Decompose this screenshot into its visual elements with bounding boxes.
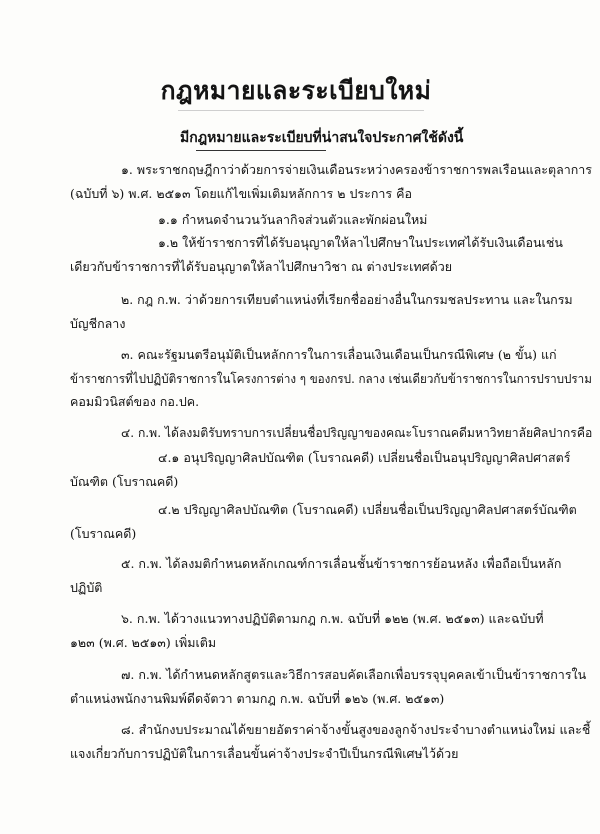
text-line: ๔.๒ ปริญญาศิลปบัณฑิต (โบราณคดี) เปลี่ยนชื่อเป็นปริญญาศิลปศาสตร์บัณฑิต	[158, 502, 577, 517]
text-line: บัญชีกลาง	[70, 316, 126, 331]
subtitle-underline	[196, 150, 326, 151]
text-line: ข้าราชการที่ไปปฏิบัติราชการในโครงการต่าง ๆ ของกรป. กลาง เช่นเดียวกับข้าราชการในการปราบปราม	[70, 371, 592, 386]
title-divider	[178, 110, 424, 111]
text-line: ๑๒๓ (พ.ศ. ๒๕๑๓) เพิ่มเติม	[70, 635, 217, 650]
text-line: ๑.๑ กำหนดจำนวนวันลากิจส่วนตัวและพักผ่อนใหม่	[158, 212, 428, 227]
text-line: ๒. กฎ ก.พ. ว่าด้วยการเทียบตำแหน่งที่เรียกชื่ออย่างอื่นในกรมชลประทาน และในกรม	[121, 292, 573, 307]
text-line: ตำแหน่งพนักงานพิมพ์ดีดจัตวา ตามกฎ ก.พ. ฉบับที่ ๑๒๖ (พ.ศ. ๒๕๑๓)	[70, 691, 445, 706]
text-line: ๘. สำนักงบประมาณได้ขยายอัตราค่าจ้างขั้นสูงของลูกจ้างประจำบางตำแหน่งใหม่ และชี้	[121, 722, 591, 737]
text-line: ๑.๒ ให้ข้าราชการที่ได้รับอนุญาตให้ลาไปศึกษาในประเทศได้รับเงินเดือนเช่น	[158, 235, 563, 250]
text-line: (โบราณคดี)	[70, 526, 137, 541]
text-line: บัณฑิต (โบราณคดี)	[70, 474, 179, 489]
text-line: เดียวกับข้าราชการที่ได้รับอนุญาตให้ลาไปศึกษาวิชา ณ ต่างประเทศด้วย	[70, 259, 453, 274]
text-line: ๖. ก.พ. ได้วางแนวทางปฏิบัติตามกฎ ก.พ. ฉบับที่ ๑๒๒ (พ.ศ. ๒๕๑๓) และฉบับที่	[121, 611, 544, 626]
text-line: ๗. ก.พ. ได้กำหนดหลักสูตรและวิธีการสอบคัดเลือกเพื่อบรรจุบุคคลเข้าเป็นข้าราชการใน	[121, 667, 587, 682]
text-line: (ฉบับที่ ๖) พ.ศ. ๒๕๑๓ โดยแก้ไขเพิ่มเติมหลักการ ๒ ประการ คือ	[70, 186, 412, 201]
text-line: แจงเกี่ยวกับการปฏิบัติในการเลื่อนขั้นค่าจ้างประจำปีเป็นกรณีพิเศษไว้ด้วย	[70, 746, 459, 761]
page-title: กฎหมายและระเบียบใหม่	[160, 76, 432, 105]
text-line: ๓. คณะรัฐมนตรีอนุมัติเป็นหลักการในการเลื่อนเงินเดือนเป็นกรณีพิเศษ (๒ ขั้น) แก่	[121, 347, 557, 362]
text-line: ๔.๑ อนุปริญญาศิลปบัณฑิต (โบราณคดี) เปลี่ยนชื่อเป็นอนุปริญญาศิลปศาสตร์	[158, 450, 571, 465]
page-subtitle: มีกฎหมายและระเบียบที่น่าสนใจประกาศใช้ดังนี้	[180, 130, 464, 146]
text-line: ๕. ก.พ. ได้ลงมติกำหนดหลักเกณฑ์การเลื่อนชั้นข้าราชการย้อนหลัง เพื่อถือเป็นหลัก	[121, 556, 562, 571]
text-line: คอมมิวนิสต์ของ กอ.ปค.	[70, 394, 200, 409]
text-line: ๔. ก.พ. ได้ลงมติรับทราบการเปลี่ยนชื่อปริญญาของคณะโบราณคดีมหาวิทยาลัยศิลปากรคือ	[121, 425, 593, 440]
text-line: ปฏิบัติ	[70, 580, 103, 595]
text-line: ๑. พระราชกฤษฎีกาว่าด้วยการจ่ายเงินเดือนระหว่างครองข้าราชการพลเรือนและตุลาการ	[121, 162, 593, 177]
